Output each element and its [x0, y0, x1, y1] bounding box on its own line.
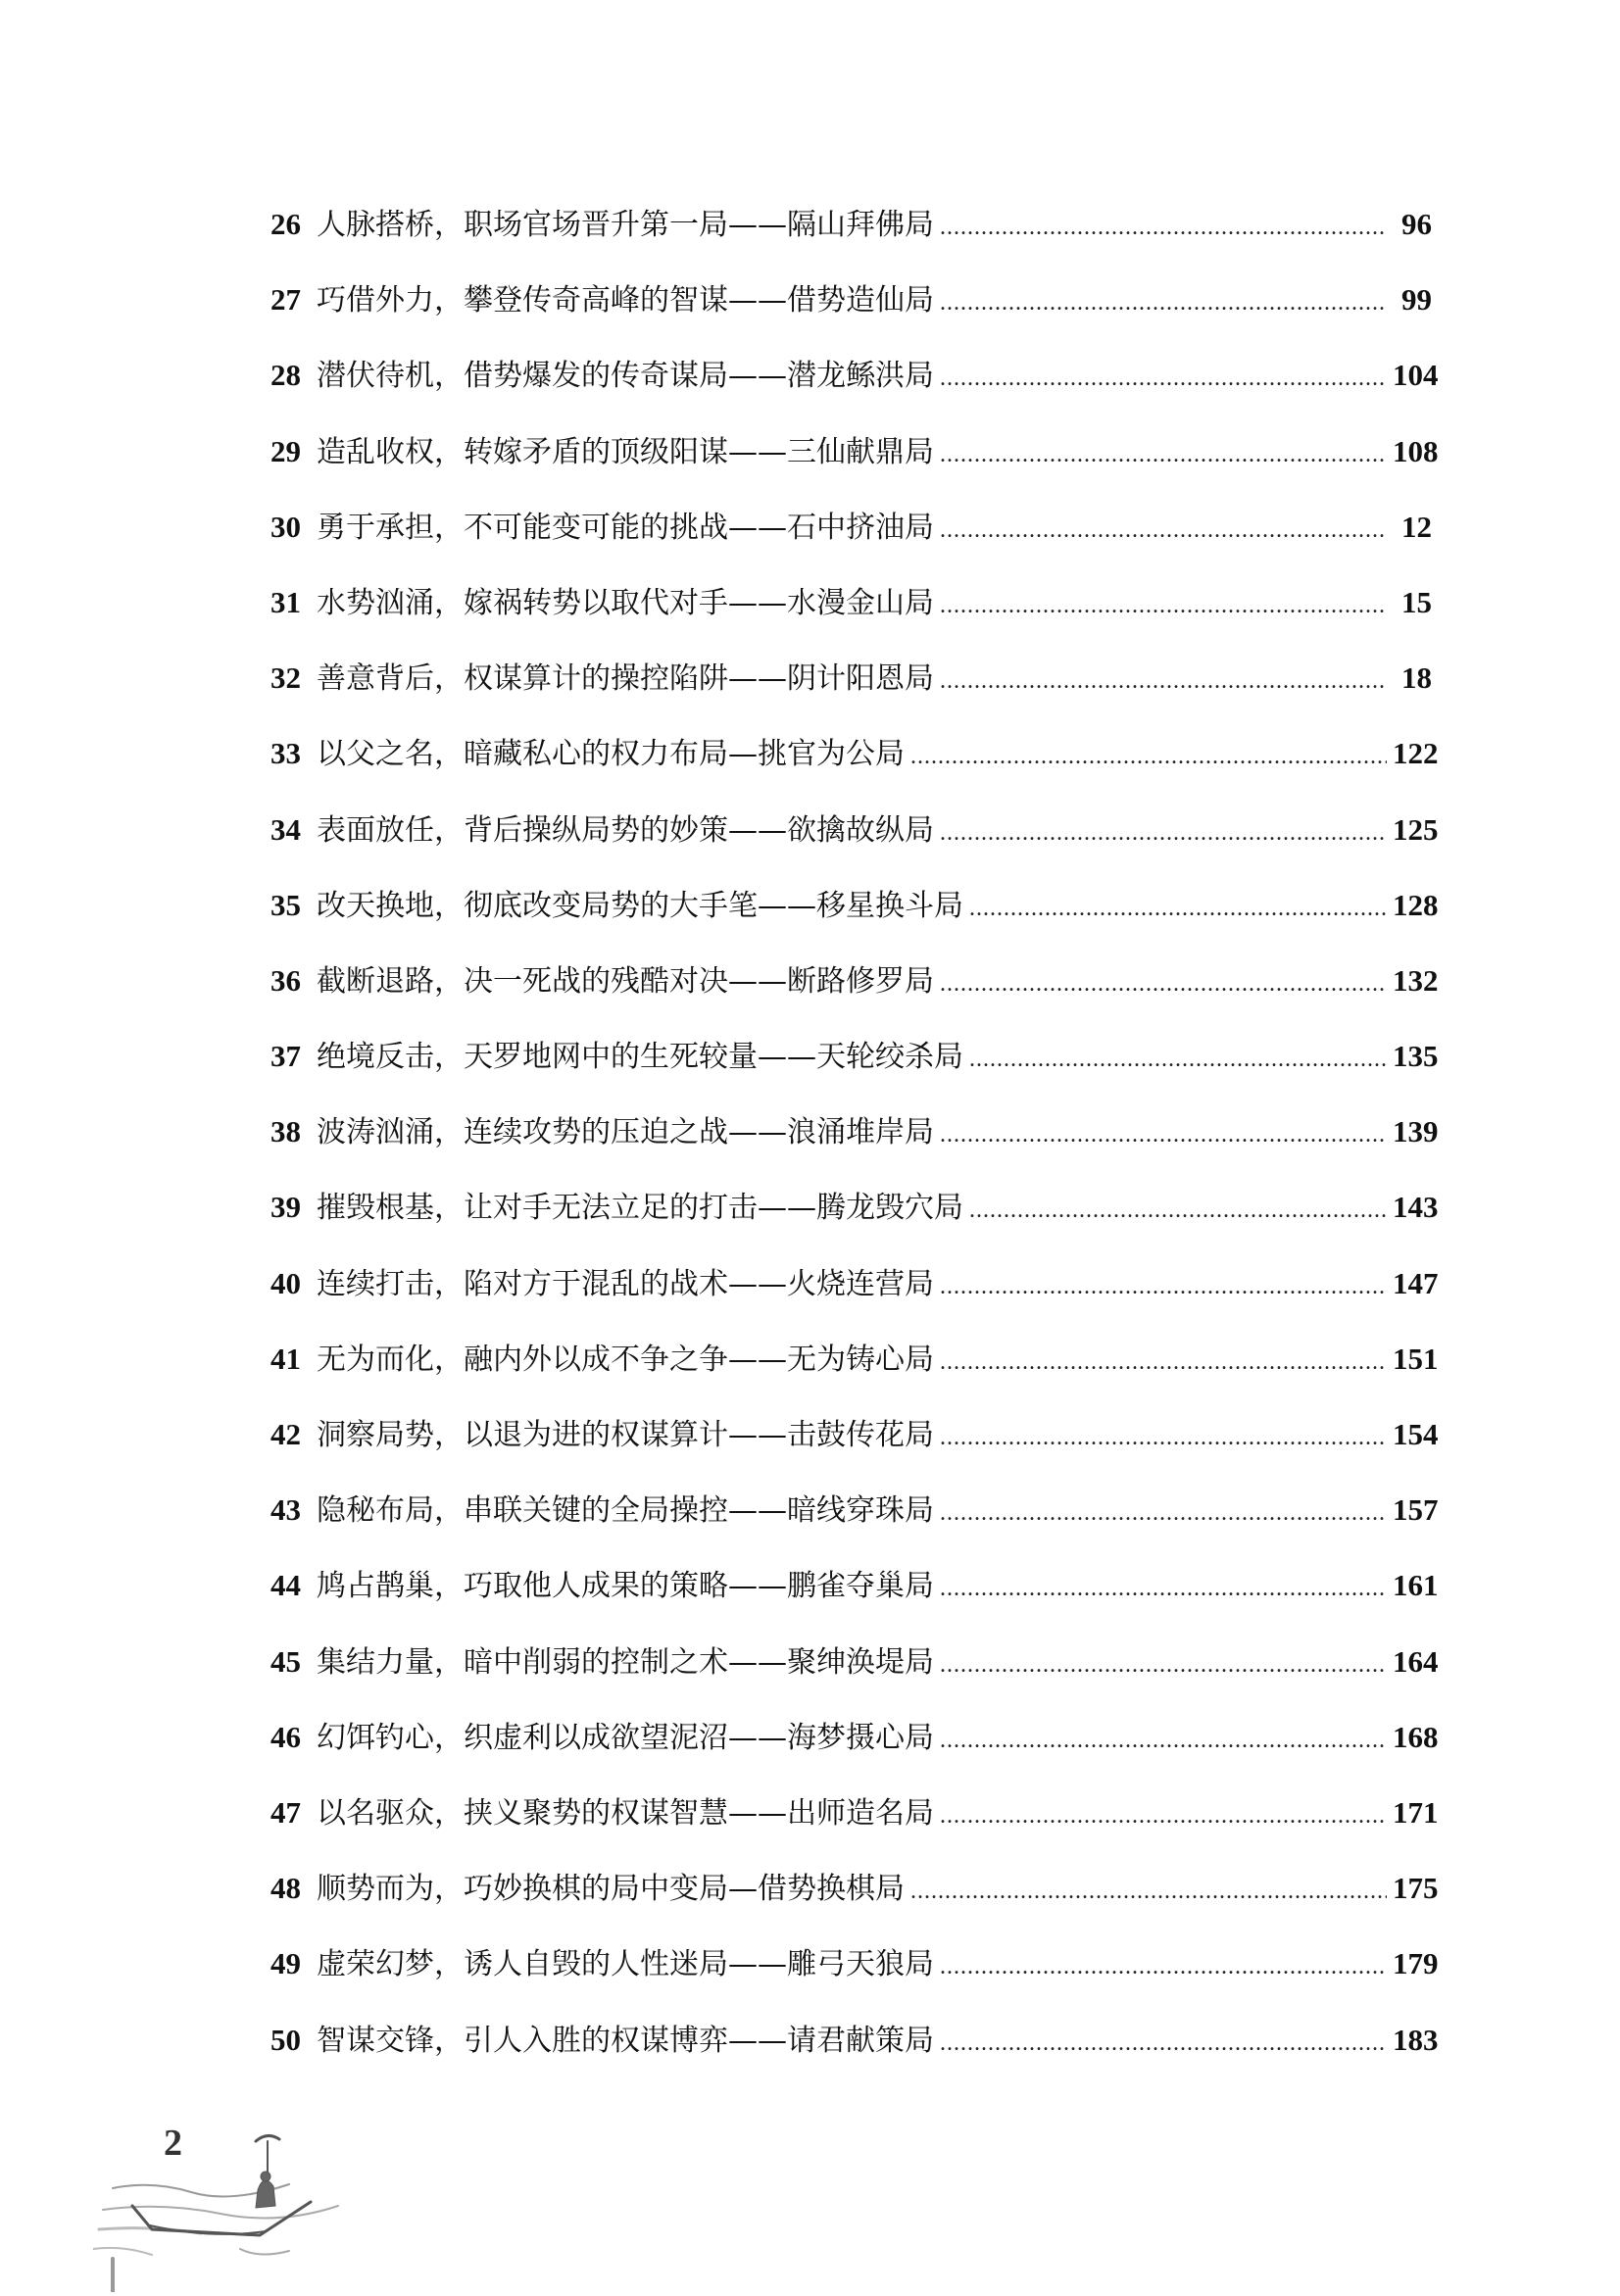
toc-entry-page: 147	[1393, 1265, 1439, 1300]
toc-entry-title: 造乱收权，转嫁矛盾的顶级阳谋——三仙献鼎局	[317, 434, 934, 469]
toc-entry	[270, 881, 1439, 956]
toc-entry	[270, 806, 1439, 881]
toc-entry	[270, 1032, 1439, 1107]
toc-entry-page: 135	[1393, 1039, 1439, 1074]
toc-entry-title: 勇于承担，不可能变可能的挑战——石中挤油局	[317, 510, 934, 545]
toc-entry-title: 智谋交锋，引人入胜的权谋博弈——请君献策局	[317, 2023, 934, 2058]
dot-leader	[940, 215, 1387, 241]
toc-entry-number: 33	[270, 736, 301, 771]
toc-entry-page: 139	[1393, 1114, 1439, 1149]
toc-entry-page: 128	[1393, 887, 1439, 922]
toc-entry	[270, 1410, 1439, 1486]
toc-entry-number: 28	[270, 358, 301, 393]
page-number: 2	[164, 2123, 182, 2164]
toc-entry-number: 46	[270, 1719, 301, 1754]
toc-entry	[270, 2016, 1439, 2091]
dot-leader	[940, 1274, 1387, 1300]
toc-entry-page: 179	[1393, 1946, 1439, 1981]
toc-entry-page: 164	[1393, 1643, 1439, 1679]
toc-entry	[270, 1335, 1439, 1410]
toc-entry-title: 人脉搭桥，职场官场晋升第一局——隔山拜佛局	[317, 208, 934, 242]
toc-entry-number: 27	[270, 282, 301, 318]
toc-entry	[270, 427, 1439, 503]
toc-entry-title: 潜伏待机，借势爆发的传奇谋局——潜龙鲧洪局	[317, 359, 934, 394]
dot-leader	[910, 744, 1387, 770]
dot-leader	[940, 1728, 1387, 1754]
toc-entry-number: 37	[270, 1039, 301, 1074]
toc-entry-number: 41	[270, 1341, 301, 1376]
toc-entry-title: 无为而化，融内外以成不争之争——无为铸心局	[317, 1342, 934, 1377]
dot-leader	[910, 1879, 1387, 1905]
toc-entry	[270, 1637, 1439, 1713]
toc-entry	[270, 1713, 1439, 1788]
toc-entry-title: 隐秘布局，串联关键的全局操控——暗线穿珠局	[317, 1493, 934, 1529]
dot-leader	[940, 1652, 1387, 1679]
toc-entry	[270, 956, 1439, 1032]
toc-entry-page: 104	[1393, 358, 1439, 393]
dot-leader	[940, 971, 1387, 998]
toc-entry-number: 31	[270, 584, 301, 619]
toc-entry-title: 洞察局势，以退为进的权谋算计——击鼓传花局	[317, 1418, 934, 1452]
toc-entry-title: 绝境反击，天罗地网中的生死较量——天轮绞杀局	[317, 1040, 963, 1075]
toc-entry	[270, 1561, 1439, 1637]
toc-entry-title: 善意背后，权谋算计的操控陷阱——阴计阳恩局	[317, 661, 934, 697]
toc-entry	[270, 578, 1432, 654]
toc-entry	[270, 1939, 1439, 2015]
toc-entry-page: 154	[1393, 1417, 1439, 1451]
toc-entry-title: 波涛汹涌，连续攻势的压迫之战——浪涌堆岸局	[317, 1115, 934, 1150]
toc-entry	[270, 1107, 1439, 1183]
dot-leader	[940, 820, 1387, 847]
toc-entry-page: 15	[1401, 584, 1432, 619]
dot-leader	[940, 1500, 1387, 1527]
dot-leader	[940, 1425, 1387, 1451]
toc-entry-page: 99	[1401, 282, 1432, 318]
dot-leader	[969, 1197, 1387, 1224]
toc-entry-title: 集结力量，暗中削弱的控制之术——聚绅涣堤局	[317, 1644, 934, 1680]
dot-leader	[940, 668, 1387, 695]
toc-entry	[270, 729, 1439, 805]
ink-boat-illustration	[93, 2112, 348, 2292]
toc-entry-number: 49	[270, 1946, 301, 1981]
toc-entry	[270, 1259, 1439, 1335]
toc-entry	[270, 1183, 1439, 1258]
toc-entry-page: 168	[1393, 1719, 1439, 1754]
toc-entry-number: 50	[270, 2022, 301, 2057]
toc-entry-title: 巧借外力，攀登传奇高峰的智谋——借势造仙局	[317, 283, 934, 318]
toc-entry-title: 以名驱众，挟义聚势的权谋智慧——出师造名局	[317, 1795, 934, 1831]
toc-entry-title: 水势汹涌，嫁祸转势以取代对手——水漫金山局	[317, 585, 934, 620]
dot-leader	[940, 1803, 1387, 1830]
toc-entry	[270, 654, 1432, 729]
toc-entry	[270, 1788, 1439, 1864]
toc-entry	[270, 351, 1439, 426]
toc-entry-page: 151	[1393, 1341, 1439, 1376]
toc-entry-title: 鸠占鹊巢，巧取他人成果的策略——鹏雀夺巢局	[317, 1569, 934, 1604]
toc-entry	[270, 503, 1432, 578]
dot-leader	[940, 1349, 1387, 1376]
toc-entry	[270, 200, 1432, 275]
toc-entry-number: 45	[270, 1643, 301, 1679]
toc-entry-page: 175	[1393, 1871, 1439, 1906]
toc-entry-number: 48	[270, 1871, 301, 1906]
toc-entry-page: 125	[1393, 811, 1439, 847]
toc-entry-page: 18	[1401, 660, 1432, 696]
toc-entry-page: 161	[1393, 1568, 1439, 1603]
dot-leader	[940, 1122, 1387, 1148]
toc-entry-number: 43	[270, 1492, 301, 1528]
toc-entry-number: 39	[270, 1190, 301, 1225]
toc-entry	[270, 1864, 1439, 1939]
toc-entry-number: 26	[270, 207, 301, 241]
toc-entry-page: 12	[1401, 509, 1432, 544]
toc-entry	[270, 1486, 1439, 1561]
toc-entry-number: 44	[270, 1568, 301, 1603]
toc-entry-page: 183	[1393, 2022, 1439, 2057]
toc-entry-page: 132	[1393, 962, 1439, 998]
toc-entry-title: 表面放任，背后操纵局势的妙策——欲擒故纵局	[317, 812, 934, 848]
toc-entry-page: 157	[1393, 1492, 1439, 1528]
toc-entry-number: 35	[270, 887, 301, 922]
dot-leader	[940, 1954, 1387, 1980]
toc-entry-number: 29	[270, 433, 301, 468]
toc-entry-page: 108	[1393, 433, 1439, 468]
dot-leader	[969, 1047, 1387, 1073]
dot-leader	[969, 896, 1387, 922]
dot-leader	[940, 517, 1387, 544]
toc-entry-title: 顺势而为，巧妙换棋的局中变局—借势换棋局	[317, 1872, 905, 1907]
toc-entry-number: 47	[270, 1794, 301, 1830]
toc-entry-title: 改天换地，彻底改变局势的大手笔——移星换斗局	[317, 888, 963, 923]
toc-entry	[270, 275, 1432, 351]
toc-entry-number: 32	[270, 660, 301, 696]
toc-entry-title: 虚荣幻梦，诱人自毁的人性迷局——雕弓天狼局	[317, 1947, 934, 1982]
toc-entry-page: 96	[1401, 207, 1432, 241]
dot-leader	[940, 366, 1387, 392]
toc-entry-title: 连续打击，陷对方于混乱的战术——火烧连营局	[317, 1266, 934, 1301]
footer-ornament	[93, 2112, 348, 2292]
dot-leader	[940, 442, 1387, 468]
toc-entry-title: 以父之名，暗藏私心的权力布局—挑官为公局	[317, 737, 905, 772]
dot-leader	[940, 1576, 1387, 1602]
toc-entry-title: 摧毁根基，让对手无法立足的打击——腾龙毁穴局	[317, 1191, 963, 1226]
dot-leader	[940, 2030, 1387, 2057]
toc-entry-number: 42	[270, 1417, 301, 1451]
table-of-contents	[270, 200, 1439, 2091]
toc-entry-title: 截断退路，决一死战的残酷对决——断路修罗局	[317, 963, 934, 999]
dot-leader	[940, 593, 1387, 619]
dot-leader	[940, 290, 1387, 317]
toc-entry-page: 171	[1393, 1794, 1439, 1830]
toc-entry-number: 36	[270, 962, 301, 998]
toc-entry-number: 38	[270, 1114, 301, 1149]
toc-entry-number: 30	[270, 509, 301, 544]
toc-entry-page: 143	[1393, 1190, 1439, 1225]
toc-entry-page: 122	[1393, 736, 1439, 771]
toc-entry-number: 40	[270, 1265, 301, 1300]
toc-entry-number: 34	[270, 811, 301, 847]
toc-entry-title: 幻饵钓心，织虚利以成欲望泥沼——海梦摄心局	[317, 1720, 934, 1755]
